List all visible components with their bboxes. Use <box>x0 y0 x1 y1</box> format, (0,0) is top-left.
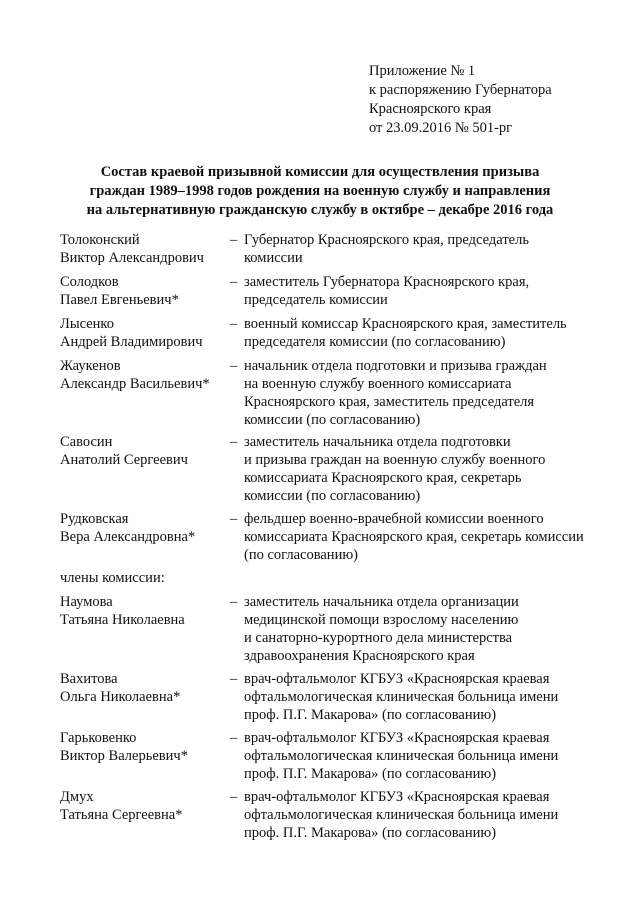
member-surname: Савосин <box>60 434 113 450</box>
member-role <box>244 357 604 429</box>
dash-separator: – <box>230 316 238 332</box>
role-line: врач-офтальмолог КГБУЗ «Красноярская краевая <box>244 730 550 746</box>
appendix-date-number: от 23.09.2016 № 501-рг <box>369 120 513 136</box>
role-line: комиссариата Красноярского края, секретарь комиссии <box>244 529 584 545</box>
dash-separator: – <box>230 358 238 374</box>
role-line: и санаторно-курортного дела министерства <box>244 630 513 646</box>
member-role <box>244 729 604 783</box>
appendix-number: Приложение № 1 <box>369 63 476 79</box>
member-role <box>244 510 604 564</box>
member-surname: Вахитова <box>60 671 118 687</box>
member-surname: Лысенко <box>60 316 114 332</box>
member-name <box>60 670 230 706</box>
title-line-1: Состав краевой призывной комиссии для осуществления призыва <box>100 164 540 180</box>
member-surname: Гарьковенко <box>60 730 137 746</box>
member-given-name: Вера Александровна* <box>60 529 196 545</box>
member-given-name: Андрей Владимирович <box>60 334 203 350</box>
role-line: здравоохранения Красноярского края <box>244 648 475 664</box>
role-line: начальник отдела подготовки и призыва граждан <box>244 358 547 374</box>
member-given-name: Татьяна Сергеевна* <box>60 807 183 823</box>
appendix-order-reference: к распоряжению Губернатора <box>369 82 552 98</box>
title-line-3: на альтернативную гражданскую службу в октябре – декабре 2016 года <box>86 202 554 218</box>
member-surname: Жаукенов <box>60 358 121 374</box>
dash-separator: – <box>230 730 238 746</box>
document-title <box>40 163 600 220</box>
member-given-name: Ольга Николаевна* <box>60 689 181 705</box>
member-given-name: Анатолий Сергеевич <box>60 452 188 468</box>
role-line: (по согласованию) <box>244 547 358 563</box>
member-name <box>60 231 230 267</box>
member-role <box>244 231 604 267</box>
role-line: Губернатор Красноярского края, председатель <box>244 232 529 248</box>
member-surname: Рудковская <box>60 511 129 527</box>
member-given-name: Виктор Александрович <box>60 250 204 266</box>
role-line: на военную службу военного комиссариата <box>244 376 512 392</box>
member-name <box>60 593 230 629</box>
role-line: заместитель начальника отдела организации <box>244 594 519 610</box>
role-line: комиссии (по согласованию) <box>244 488 421 504</box>
role-line: проф. П.Г. Макарова» (по согласованию) <box>244 707 497 723</box>
role-line: Красноярского края, заместитель председателя <box>244 394 535 410</box>
dash-separator: – <box>230 434 238 450</box>
role-line: офтальмологическая клиническая больница имени <box>244 689 559 705</box>
appendix-region: Красноярского края <box>369 101 492 117</box>
role-line: офтальмологическая клиническая больница имени <box>244 807 559 823</box>
role-line: военный комиссар Красноярского края, заместитель <box>244 316 567 332</box>
member-surname: Толоконский <box>60 232 140 248</box>
role-line: врач-офтальмолог КГБУЗ «Красноярская краевая <box>244 789 550 805</box>
role-line: офтальмологическая клиническая больница имени <box>244 748 559 764</box>
member-given-name: Павел Евгеньевич* <box>60 292 179 308</box>
member-given-name: Александр Васильевич* <box>60 376 210 392</box>
title-line-2: граждан 1989–1998 годов рождения на военную службу и направления <box>89 183 551 199</box>
role-line: заместитель начальника отдела подготовки <box>244 434 511 450</box>
member-role <box>244 315 604 351</box>
member-surname: Дмух <box>60 789 94 805</box>
role-line: медицинской помощи взрослому населению <box>244 612 519 628</box>
role-line: председатель комиссии <box>244 292 388 308</box>
dash-separator: – <box>230 594 238 610</box>
role-line: комиссариата Красноярского края, секретарь <box>244 470 522 486</box>
dash-separator: – <box>230 232 238 248</box>
members-section-label: члены комиссии: <box>60 570 165 586</box>
member-name <box>60 729 230 765</box>
member-role <box>244 670 604 724</box>
member-role <box>244 273 604 309</box>
appendix-header <box>369 62 552 138</box>
role-line: проф. П.Г. Макарова» (по согласованию) <box>244 766 497 782</box>
member-name <box>60 357 230 393</box>
member-name <box>60 433 230 469</box>
member-role <box>244 433 604 505</box>
role-line: врач-офтальмолог КГБУЗ «Красноярская краевая <box>244 671 550 687</box>
role-line: комиссии <box>244 250 303 266</box>
dash-separator: – <box>230 671 238 687</box>
role-line: комиссии (по согласованию) <box>244 412 421 428</box>
member-name <box>60 273 230 309</box>
member-given-name: Виктор Валерьевич* <box>60 748 188 764</box>
role-line: председателя комиссии (по согласованию) <box>244 334 506 350</box>
dash-separator: – <box>230 511 238 527</box>
role-line: заместитель Губернатора Красноярского края, <box>244 274 530 290</box>
member-name <box>60 510 230 546</box>
member-surname: Наумова <box>60 594 113 610</box>
role-line: и призыва граждан на военную службу военного <box>244 452 546 468</box>
role-line: фельдшер военно-врачебной комиссии военного <box>244 511 544 527</box>
dash-separator: – <box>230 789 238 805</box>
member-role <box>244 593 604 665</box>
member-surname: Солодков <box>60 274 119 290</box>
member-role <box>244 788 604 842</box>
member-name <box>60 315 230 351</box>
role-line: проф. П.Г. Макарова» (по согласованию) <box>244 825 497 841</box>
member-name <box>60 788 230 824</box>
member-given-name: Татьяна Николаевна <box>60 612 185 628</box>
dash-separator: – <box>230 274 238 290</box>
